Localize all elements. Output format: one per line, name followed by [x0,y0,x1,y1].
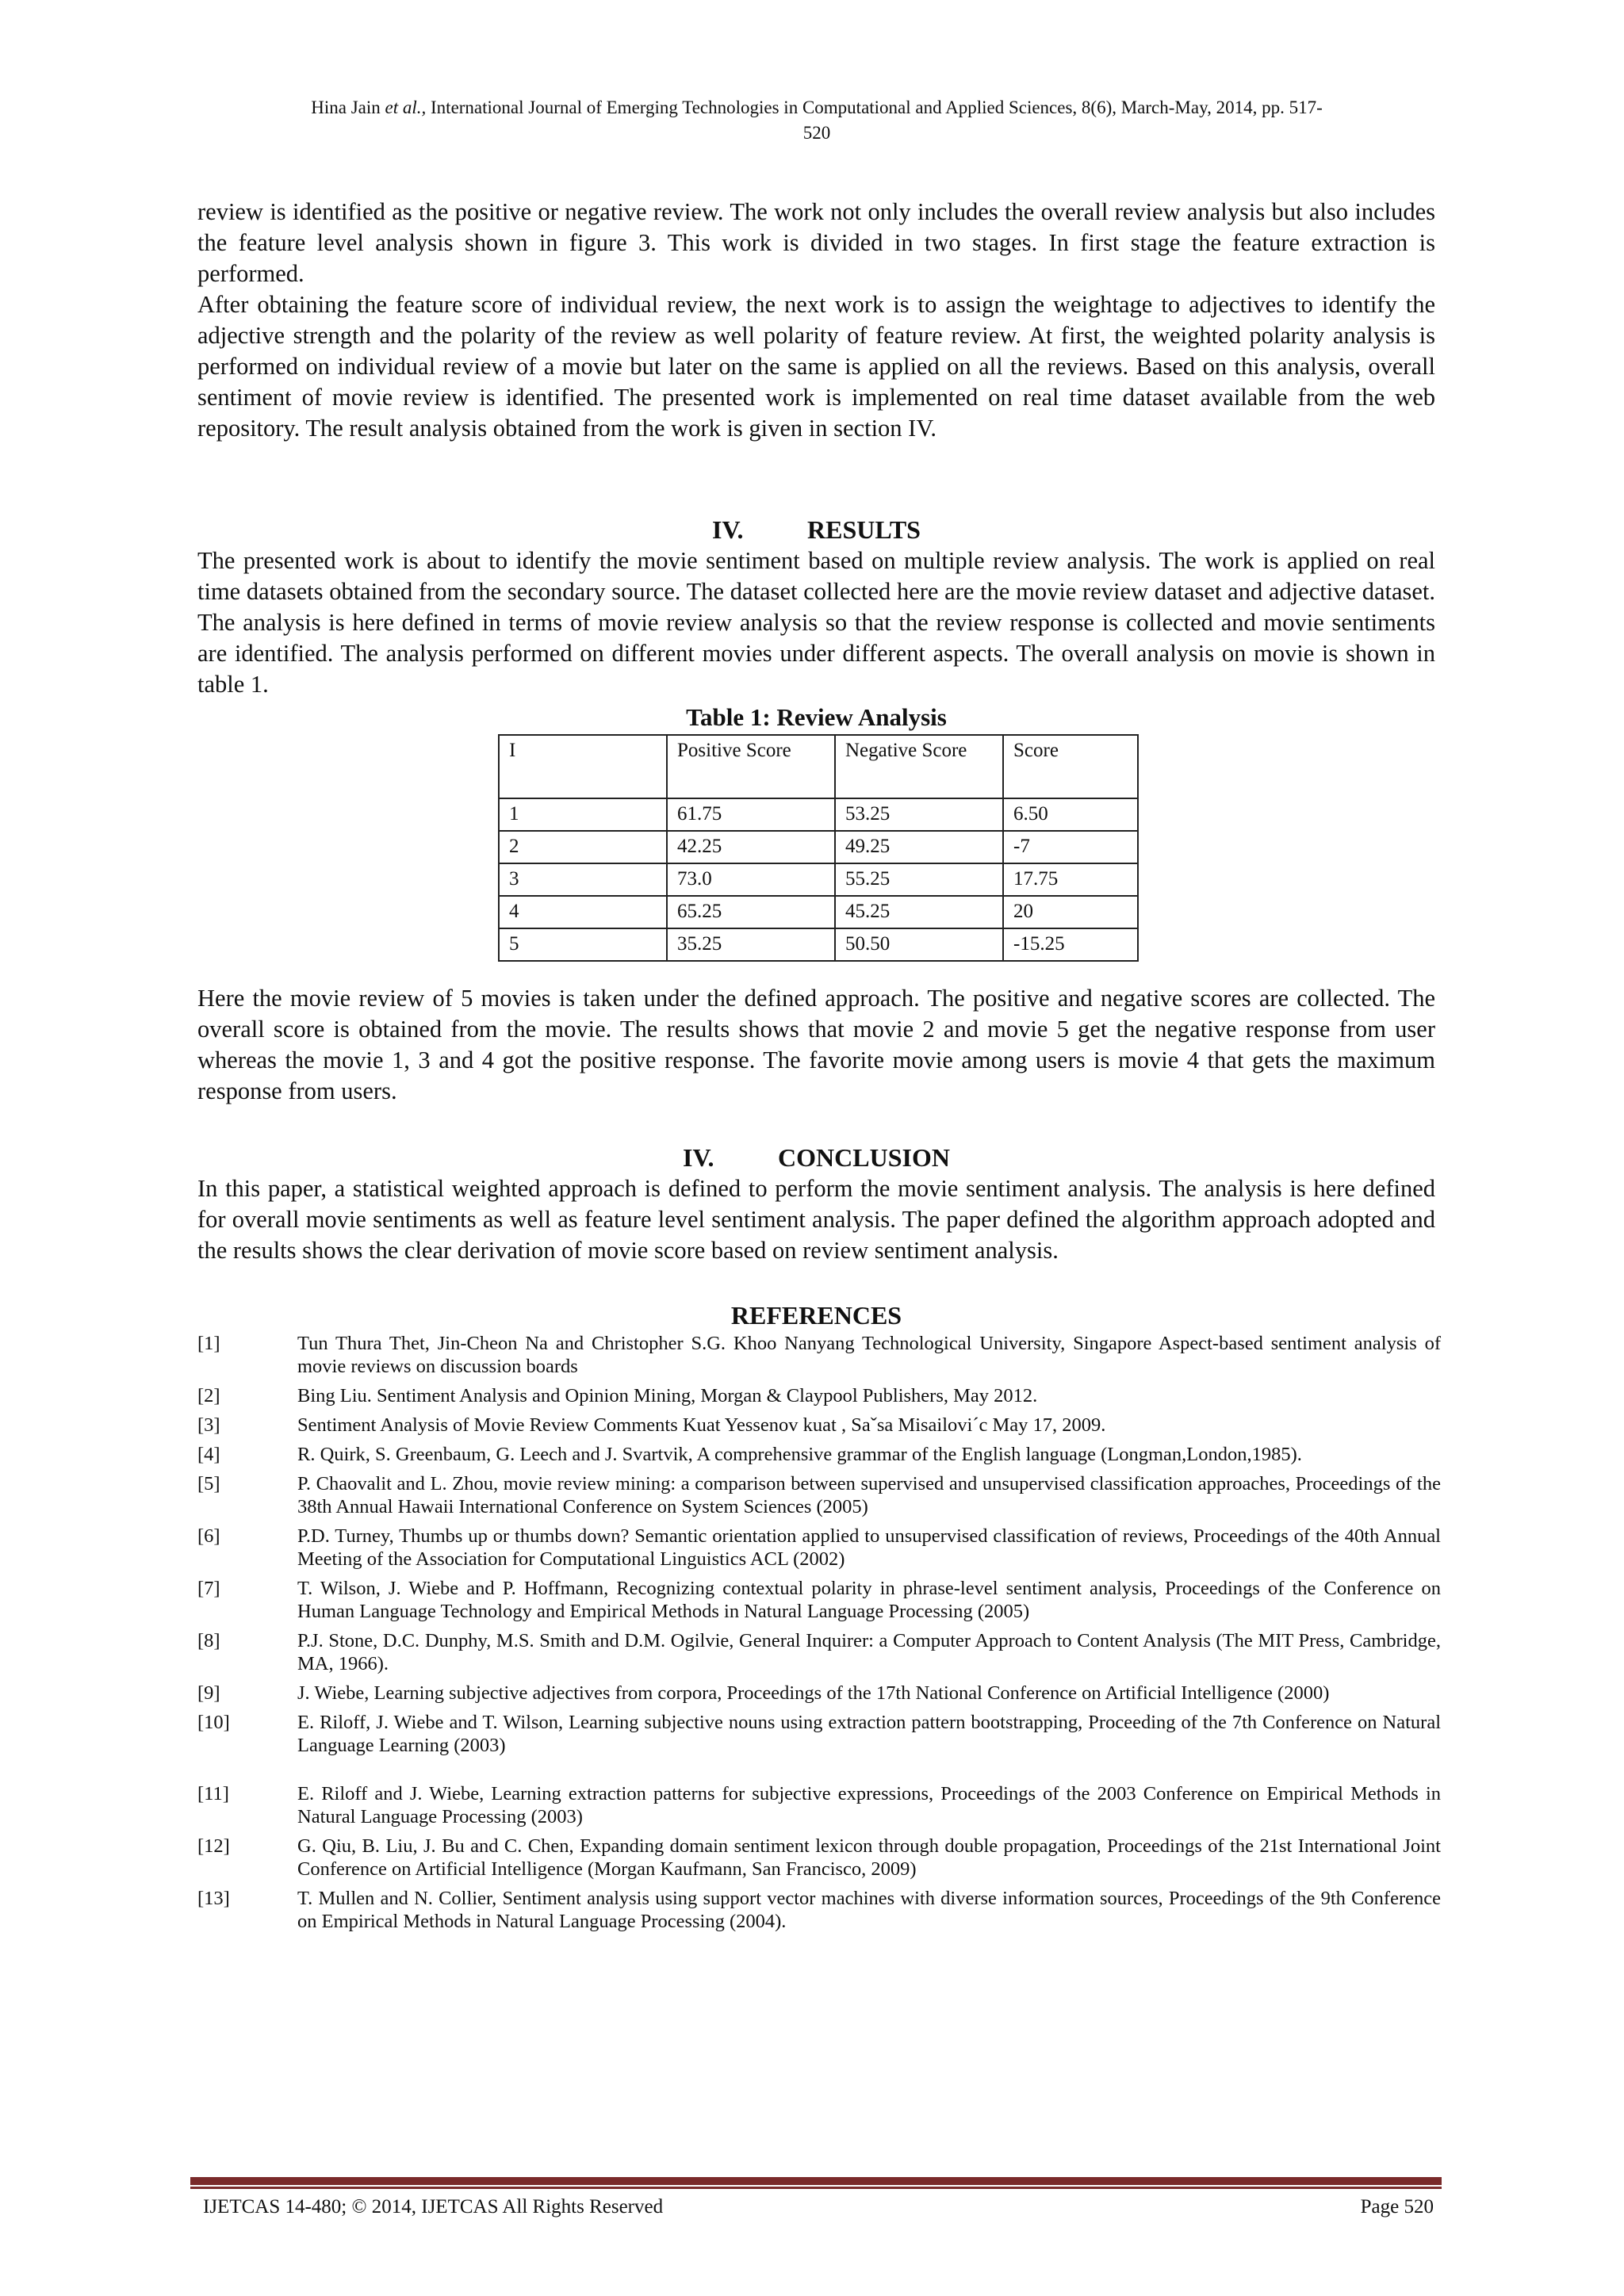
reference-item [197,1577,1441,1623]
reference-number: [6] [197,1525,220,1547]
table-row [499,896,1138,928]
table-header-row [499,735,1138,798]
reference-text: R. Quirk, S. Greenbaum, G. Leech and J. Svartvik, A comprehensive grammar of the English language (Longman,London,1985). [297,1444,1302,1465]
reference-number: [5] [197,1473,220,1494]
reference-text: Sentiment Analysis of Movie Review Comments Kuat Yessenov kuat , Saˇsa Misailovi´c May 17, 2009. [297,1414,1106,1436]
conclusion-paragraph: In this paper, a statistical weighted approach is defined to perform the movie sentiment analysis. The analysis is here defined for overall movie sentiments as well as feature level sentiment analysis. The paper defined the algorithm approach adopted and the results shows the clear derivation of movie score based on review sentiment analysis. [197,1175,1435,1264]
reference-item [197,1835,1441,1881]
table-caption: Table 1: Review Analysis [686,703,947,731]
table-row [499,928,1138,961]
table-cell: 35.25 [667,928,835,961]
reference-number: [1] [197,1333,220,1354]
intro-paragraph-2: After obtaining the feature score of individual review, the next work is to assign the weightage to adjectives to identify the adjective strength and the polarity of the review as well polarity of feature review. At first, the weighted polarity analysis is performed on individual review of a movie but later on the same is applied on all the reviews. Based on this analysis, overall sentiment of movie review is identified. The presented work is implemented on real time dataset available from the web repository. The result analysis obtained from the work is given in section IV. [197,291,1435,442]
footer-rule [190,2177,1442,2185]
header-et-al: et al., [385,98,427,117]
reference-text: G. Qiu, B. Liu, J. Bu and C. Chen, Expanding domain sentiment lexicon through double propagation, Proceedings of the 21st International Joint Conference on Artificial Intelligence (Morgan Kaufmann, San Francisco, 2009) [297,1835,1441,1880]
reference-text: T. Mullen and N. Collier, Sentiment analysis using support vector machines with diverse information sources, Proceedings of the 9th Conference on Empirical Methods in Natural Language Processing (2004). [297,1888,1441,1932]
header-pages: 520 [802,123,831,143]
reference-item [197,1443,1441,1466]
table-cell: 2 [499,831,667,863]
table-cell: 49.25 [835,831,1003,863]
table-cell: 45.25 [835,896,1003,928]
results-text [197,545,1435,700]
conclusion-title: CONCLUSION [778,1143,950,1172]
table-cell: 3 [499,863,667,896]
running-header [190,95,1443,146]
conclusion-number: IV. [683,1143,714,1172]
reference-text: P.J. Stone, D.C. Dunphy, M.S. Smith and D.M. Ogilvie, General Inquirer: a Computer Approach to Content Analysis (The MIT Press, Cambridge, MA, 1966). [297,1630,1441,1674]
reference-text: T. Wilson, J. Wiebe and P. Hoffmann, Recognizing contextual polarity in phrase-level sentiment analysis, Proceedings of the Conference on Human Language Technology and Empirical Methods in Natural Language Processing (2005) [297,1578,1441,1622]
header-journal: International Journal of Emerging Technologies in Computational and Applied Sciences, 8(6), March-May, 2014, pp. 517- [431,98,1323,117]
results-paragraph: The presented work is about to identify the movie sentiment based on multiple review analysis. The work is applied on real time datasets obtained from the secondary source. The dataset collected here are the movie review dataset and adjective dataset. The analysis is here defined in terms of movie review analysis so that the review response is collected and movie sentiments are identified. The analysis performed on different movies under different aspects. The overall analysis on movie is shown in table 1. [197,547,1435,698]
conclusion-text [197,1173,1435,1266]
table-cell: 20 [1003,896,1138,928]
table-cell: 53.25 [835,798,1003,831]
reference-number: [12] [197,1835,230,1857]
table-cell: 65.25 [667,896,835,928]
table-row [499,863,1138,896]
reference-item [197,1711,1441,1757]
table-cell: 6.50 [1003,798,1138,831]
reference-item [197,1332,1441,1378]
table-cell: 1 [499,798,667,831]
table-cell: 50.50 [835,928,1003,961]
table-header-cell: Negative Score [835,735,1003,798]
table-cell: 55.25 [835,863,1003,896]
reference-number: [8] [197,1630,220,1651]
table-cell: 4 [499,896,667,928]
reference-item [197,1384,1441,1407]
results-number: IV. [712,515,744,544]
reference-text: P.D. Turney, Thumbs up or thumbs down? Semantic orientation applied to unsupervised classification of reviews, Proceedings of the 40th Annual Meeting of the Association for Computational Linguistics ACL (2002) [297,1525,1441,1570]
header-authors: Hina Jain [311,98,381,117]
footer-rule-thin [190,2187,1442,2189]
reference-text: P. Chaovalit and L. Zhou, movie review mining: a comparison between supervised and unsupervised classification approaches, Proceedings of the 38th Annual Hawaii International Conference on System Sciences (2005) [297,1473,1441,1517]
reference-item [197,1472,1441,1518]
table-row [499,798,1138,831]
table-cell: -15.25 [1003,928,1138,961]
table-cell: -7 [1003,831,1138,863]
table-cell: 73.0 [667,863,835,896]
footer-copyright: IJETCAS 14-480; © 2014, IJETCAS All Rights Reserved [203,2196,664,2218]
table-cell: 61.75 [667,798,835,831]
reference-number: [2] [197,1385,220,1406]
reference-text: E. Riloff and J. Wiebe, Learning extraction patterns for subjective expressions, Proceedings of the 2003 Conference on Empirical Methods in Natural Language Processing (2003) [297,1783,1441,1827]
results-discussion-paragraph: Here the movie review of 5 movies is taken under the defined approach. The positive and negative scores are collected. The overall score is obtained from the movie. The results shows that movie 2 and movie 5 get the negative response from user whereas the movie 1, 3 and 4 got the positive response. The favorite movie among users is movie 4 that gets the maximum response from users. [197,985,1435,1104]
reference-text: J. Wiebe, Learning subjective adjectives from corpora, Proceedings of the 17th National Conference on Artificial Intelligence (2000) [297,1682,1330,1704]
results-title: RESULTS [807,515,921,544]
reference-number: [10] [197,1712,230,1733]
reference-number: [4] [197,1444,220,1465]
reference-item [197,1414,1441,1437]
footer-page-number: Page 520 [1360,2196,1434,2218]
table-row [499,831,1138,863]
table-cell: 5 [499,928,667,961]
reference-item [197,1782,1441,1828]
intro-text [197,197,1435,444]
reference-item [197,1682,1441,1705]
reference-item [197,1887,1441,1933]
reference-text: E. Riloff, J. Wiebe and T. Wilson, Learning subjective nouns using extraction pattern bootstrapping, Proceeding of the 7th Conference on Natural Language Learning (2003) [297,1712,1441,1756]
results-heading [197,514,1435,545]
table-header-cell: Positive Score [667,735,835,798]
table-header-cell: I [499,735,667,798]
review-analysis-table [498,734,1139,962]
conclusion-heading [197,1142,1435,1173]
reference-item [197,1525,1441,1571]
reference-number: [11] [197,1783,229,1804]
table-header-cell: Score [1003,735,1138,798]
reference-number: [7] [197,1578,220,1599]
reference-item [197,1629,1441,1675]
results-discussion [197,983,1435,1107]
table-cell: 17.75 [1003,863,1138,896]
reference-text: Tun Thura Thet, Jin-Cheon Na and Christopher S.G. Khoo Nanyang Technological University, Singapore Aspect-based sentiment analysis of movie reviews on discussion boards [297,1333,1441,1377]
references-list [197,1332,1441,1939]
intro-paragraph-1: review is identified as the positive or negative review. The work not only includes the overall review analysis but also includes the feature level analysis shown in figure 3. This work is divided in two stages. In first stage the feature extraction is performed. [197,198,1435,287]
reference-number: [3] [197,1414,220,1436]
table-cell: 42.25 [667,831,835,863]
reference-number: [13] [197,1888,230,1909]
references-heading: REFERENCES [730,1301,902,1330]
reference-number: [9] [197,1682,220,1704]
reference-text: Bing Liu. Sentiment Analysis and Opinion Mining, Morgan & Claypool Publishers, May 2012. [297,1385,1038,1406]
